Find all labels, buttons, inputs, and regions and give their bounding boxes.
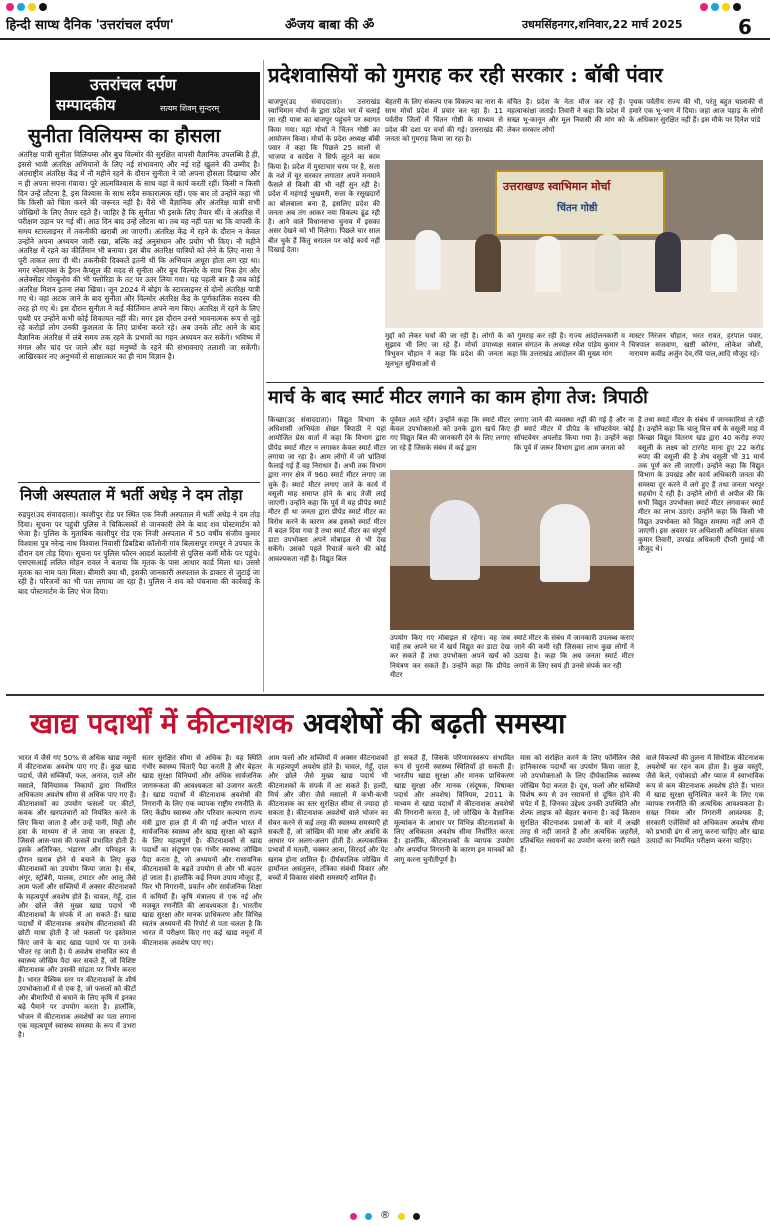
pawar-col2b: मुद्दों को लेकर चर्चा की जा रही है। लोगों के सुझाव भी लिए जा रहे हैं। मोर्चा उपाध्यक्ष त्रिभुवन चौहान ने कहा कि प्रदेश की जनता मूलभूत सुविधाओं से bbox=[385, 332, 503, 368]
pesticide-col2: सतर सुरक्षित सीमा से अधिक है। यह स्थिति गंभीर स्वास्थ्य चिंताएँ पैदा करती है और बेहतर खाद्य सुरक्षा विनियमों और अधिक सार्वजनिक जागरूकता की आवश्यकता को उजागर करती है। खाद्य पदार्थों में कीटनाशक अवशेषों की निगरानी के लिए एक व्यापक राष्ट्रीय रणनीति के लिए केंद्रीय स्वास्थ्य और परिवार कल्याण राज्य मंत्री द्वारा हाल ही में की गई अपील भारत में सार्वजनिक स्वास्थ्य और खाद्य सुरक्षा को बढ़ाने के लिए महत्वपूर्ण है। कीटनाशकों से खाद्य पदार्थों का संदूषण एक गंभीर स्वास्थ्य जोखिम पैदा करता है, जो अध्ययनों और रासायनिक कीटनाशकों के बढ़ते उपयोग से और भी बदतर हो जाता है। हालाँकि कई नियम उपाय मौजूद हैं, फिर भी निगरानी, प्रवर्तन और सार्वजनिक शिक्षा में कमियाँ हैं। कृषि मंत्रालय से एक नई और मजबूत रणनीति की आवश्यकता है। भारतीय खाद्य सुरक्षा और मानक प्राधिकरण और विभिन्न स्वतंत्र अध्ययनों की रिपोर्ट से पता चलता है कि भारत में परीक्षण किए गए कई खाद्य नमूनों में कीटनाशक अवशेष पाए गए। bbox=[142, 754, 262, 947]
meter-col1: किच्छा(उद संवाददाता)। विद्युत विभाग के अधिशासी अभियंता शेखर त्रिपाठी ने यहां आयोजित प्रेस वार्ता में कहा कि विभाग द्वारा प्रीपेड स्मार्ट मीटर न लगाकर केवल स्मार्ट मीटर लगाया जा रहा है। आम लोगों में जो भ्रांतियां फैलाई गई हैं वह निराधार हैं। अभी तक विभाग द्वारा नगर क्षेत्र में 960 स्मार्ट मीटर लगाए जा चुके हैं। स्मार्ट मीटर लगाए जाने के कार्य में वसूली माह समाप्त होने के बाद तेजी लाई जाएगी। उन्होंने कहा कि पूर्व में यह प्रीपेड स्मार्ट मीटर ही था जनता द्वारा प्रीपेड स्मार्ट मीटर का विरोध करने के कारण अब इसको स्मार्ट मीटर में बदल दिया गया है तथा स्मार्ट मीटर का संपूर्ण डाटा उपभोक्ता अपने मोबाइल से भी देख सकेंगे। उसको पहले रिचार्ज करने की कोई आवश्यकता नहीं है। विद्युत बिल bbox=[268, 416, 386, 563]
meter-col2: पूर्ववत आते रहेंगे। उन्होंने कहा कि स्मार्ट मीटर केवल उपभोक्ताओं को उनके द्वारा खर्च किए गए विद्युत बिल की जानकारी देने के लिए लगाए जा रहे हैं जिसके संबंध में कई द्वारा bbox=[390, 416, 510, 452]
color-dot bbox=[711, 3, 719, 11]
headline-part: खाद्य पदार्थों में कीटनाशक bbox=[30, 707, 294, 740]
event-banner bbox=[495, 170, 665, 236]
pesticide-col4: हो सकते हैं, जिसके परिणामस्वरूप संभावित रूप से पुरानी स्वास्थ्य स्थितियाँ हो सकती हैं। भारतीय खाद्य सुरक्षा और मानक प्राधिकरण खाद्य सुरक्षा और मानक (संदूषक, विषाक्त पदार्थ और अवशेष) विनियम, 2011 के माध्यम से खाद्य पदार्थों में कीटनाशक अवशेषों की निगरानी करता है, जो जोखिम के वैज्ञानिक मूल्यांकन के आधार पर विभिन्न कीटनाशकों के लिए अधिकतम अवशेष सीमा निर्धारित करता है। हालाँकि, कीटनाशकों के व्यापक उपयोग और अपर्याप्त निगरानी के कारण इन मानकों को लागू करना चुनौतीपूर्ण है। bbox=[394, 754, 514, 864]
person-figure bbox=[595, 234, 621, 292]
divider bbox=[266, 382, 764, 383]
divider bbox=[18, 482, 260, 483]
color-dot bbox=[17, 3, 25, 11]
person-figure bbox=[655, 232, 681, 292]
pesticide-col6: वाले विकल्पों की तुलना में सिंथेटिक कीटनाशक अवशेषों का रहन कम होता है। कुछ वस्तुएँ, जैसे केले, एवोकाडो और प्याज में स्वाभाविक रूप से कम कीटनाशक अवशेष होते हैं। भारत में खाद्य सुरक्षा सुनिश्चित करने के लिए एक व्यापक रणनीति की अत्यधिक आवश्यकता है। सख्त नियम और निगरानी आवश्यक हैं; सरकारी एजेंसियों को अधिकतम अवशेष सीमा को प्रभावी ढंग से लागू करना चाहिए और खाद्य उत्पादों का नियमित परीक्षण करना चाहिए। bbox=[646, 754, 764, 846]
pawar-col2: बेहतरी के लिए संकल्प एक विकल्प का नारा के साथ मोर्चा प्रदेश में प्रचार कर रहा है। 11 पर्वतीय जिलों में चिंतन गोष्ठी के माध्यम से प्रदेश की दशा पर चर्चा की गई। उत्तराखंड की जनता को गुमराह किया जा रहा है। bbox=[385, 98, 503, 143]
conference-table bbox=[390, 566, 634, 630]
pesticide-headline bbox=[30, 706, 565, 743]
stage-crowd bbox=[385, 240, 763, 328]
color-dots-left bbox=[6, 3, 47, 11]
header-slogan: ॐजय बाबा की ॐ bbox=[285, 18, 375, 33]
color-dot bbox=[28, 3, 36, 11]
editorial-body: अंतरिक्ष यात्री सुनीता विलियम्स और बुच विल्मोर की सुरक्षित वापसी वैज्ञानिक उपलब्धि है ही, इससे भावी अंतरिक्ष अभियानों के लिए नई संभावनाएं और नई राहें खुलने की उम्मीद है। अंतराष्ट्रीय अंतरिक्ष केंद्र में नौ महीने रहने के दौरान सुनीता ने जो अपना हौसला दिखाया और न ही अपना सपना गंवाया। पूरे आत्मविश्वास के साथ वहां वे कार्य करती रहीं। किसी न किसी दिन उन्हें लौटना है, इस विश्वास के साथ सदैव सकारात्मक रहीं। एक बार तो उन्होंने कहा भी कि किसी को चिंता करने की जरूरत नहीं है। वैसे भी वैज्ञानिक और अंतरिक्ष यात्री सभी जोखिमों के लिए तैयार रहते हैं। जाहिर है कि सुनीता भी इसके लिए तैयार थीं। वे अंतरिक्ष में परीक्षण उड़ान पर गई थीं। आठ दिन बाद उन्हें लौटना था। तब यह नहीं पता था कि वापसी के समय स्टारलाइनर में तकनीकी खराबी आ जाएगी। अंतरिक्ष केंद्र में रहने के दौरान न केवल उन्होंने अपना अध्ययन जारी रखा, बल्कि कई अनुसंधान और प्रयोग भी किए। नौ महीने अंतरिक्ष में रहने का कीर्तिमान भी बनाया। इस बीच अंतरिक्ष यात्रियों को लेने के लिए नासा ने पूरी ताकत लगा दी थी। तकनीकी दिक्कतें इतनी थीं कि अभियान अधूरा होता लग रहा था। मगर स्पेसएक्स के ड्रैगन कैप्सूल की मदद से सुनीता और बुच विल्मोर के साथ निक हेग और अलेक्सेंडर गोरबुनोव की भी फ्लोरिडा के तट पर उतर लिया गया। यह पहली बार है जब कोई अंतरिक्ष मिशन इतना लंबा खिंचा। जून 2024 में बोइंग के स्टारलाइनर से दोनों अंतरिक्ष यात्री गए थे। वहां अटक जाने के बाद सुनीता और विल्मोर अंतरिक्ष केंद्र के पूर्णकालिक सदस्य की तरह हो गए थे। इस दौरान सुनीता ने कई कीर्तिमान अपने नाम किए। अंतरिक्ष में रहने के लिए पृथ्वी पर उन्होंने कभी कोई शिकायत नहीं की। मगर इस दौरान उनसे भावनात्मक रूप से जुड़े रहे करोड़ों लोग उनकी कुशलता के लिए प्रार्थना करते रहे। अब उनके लौट आने के बाद वैज्ञानिक अंतरिक्ष में लंबे समय तक रहने के प्रभावों का गहन अध्ययन कर सकेंगे। भविष्य में मंगल और चांद पर जाने और वहां मनुष्यों के रहने की संभावनाएं तलाशी जा सकेंगी। आखिरकार नए अनुभवों से साक्षात्कार का ही नाम विज्ञान है। bbox=[18, 150, 260, 362]
person-figure bbox=[711, 234, 737, 292]
banner-subtitle: चिंतन गोष्ठी bbox=[557, 203, 598, 214]
hospital-headline: निजी अस्पताल में भर्ती अधेड़ ने दम तोड़ा bbox=[20, 486, 243, 504]
meter-col3b: स्मार्ट मीटर के संबंध में जानकारी उपलब्ध कराए जाने की कमी रही जिसका लाभ कुछ लोगों ने उठाया है। कहा कि अब जनता स्मार्ट मीटर लगाने के लिए स्वयं ही उनसे संपर्क कर रही bbox=[514, 634, 634, 670]
person-figure bbox=[475, 234, 501, 292]
color-dot bbox=[733, 3, 741, 11]
pesticide-col1: भारत में जैसे गए 50% से अधिक खाद्य नमूनों में कीटनाशक अवशेष पाए गए हैं। कुछ खाद्य पदार्थ, जैसे सब्जियाँ, फल, अनाज, दालें और मसाले, विनियामक निकायों द्वारा निर्धारित अधिकतम अवशेष सीमा से अधिक पाए गए हैं। कीटनाशकों का उपयोग फसलों पर कीटों, कवक और खरपतवारों को नियंत्रित करने के लिए किया जाता है और उन्हें पानी, मिट्टी और हवा के माध्यम से ले जाया जा सकता है, जिससे आस-पास की फसलें प्रभावित होती हैं। इसके अतिरिक्त, भंडारण और परिवहन के दौरान खराब होने से बचाने के लिए कुछ कीटनाशकों का उपयोग किया जाता है। सेब, अंगूर, स्ट्रॉबेरी, पालक, टमाटर और आलू जैसे आम फलों और सब्जियों में अक्सर कीटनाशकों के महत्वपूर्ण अवशेष होते हैं। चावल, गेहूँ, दाल और छोले जैसे मुख्य खाद्य पदार्थ भी कीटनाशकों के संपर्क में आ सकते हैं। खाद्य पदार्थों में कीटनाशक अवशेष कीटनाशकों की छोटी मात्रा होती है जो फसलों पर इस्तेमाल किए जाने के बाद खाद्य पदार्थ पर या उनके भीतर रह जाती है। ये अवशेष संभावित रूप से स्वास्थ्य जोखिम पैदा कर सकते हैं, जो विशिष्ट कीटनाशक और उसकी सांद्रता पर निर्भर करता है। भारत वैश्विक स्तर पर कीटनाशकों के शीर्ष उपभोक्ताओं में से एक है, जो फसलों को कीटों और बीमारियों से बचाने के लिए कृषि में इनका बढ़े पैमाने पर उपयोग करता है। हालाँकि, भोजन में कीटनाशक अवशेषों का पता लगाना एक महत्वपूर्ण स्वास्थ्य समस्या के रूप में उभरा है। bbox=[18, 754, 136, 1040]
editorial-brand: उत्तरांचल दर्पण bbox=[90, 75, 177, 94]
pawar-col4: पृथक पर्वतीय राज्य की थी, परंतु बहुत चालाकी से हमारे एक भू-भाग में दिया। जहां आज पहाड़ के लोगों के अधिकार सुरक्षित नहीं हैं। इस मौके पर दिनेश पांडे bbox=[629, 98, 763, 125]
pawar-headline: प्रदेशवासियों को गुमराह कर रही सरकार : बॉबी पंवार bbox=[268, 63, 663, 87]
editorial-masthead bbox=[50, 72, 260, 120]
color-dot bbox=[365, 1213, 372, 1220]
color-dot bbox=[398, 1213, 405, 1220]
color-dot bbox=[722, 3, 730, 11]
color-dot bbox=[413, 1213, 420, 1220]
meter-headline: मार्च के बाद स्मार्ट मीटर लगाने का काम होगा तेज: त्रिपाठी bbox=[268, 387, 648, 408]
color-dot bbox=[700, 3, 708, 11]
pawar-event-photo bbox=[385, 160, 763, 328]
pawar-col3: वंचित है। प्रदेश के नेता मौज कर रहे हैं। महत्वाकांक्षा जताई। तिवारी ने कहा कि प्रदेश में सख्त भू-कानून और मूल निवासी की मांग को लेकर सरकार लोगों bbox=[507, 98, 625, 134]
meter-col3: लगाए जाने की व्यवस्था नहीं की गई है और ना ही स्मार्ट मीटर में प्रीपेड के सॉफ्टवेयर कोई सॉफ्टवेयर अपलोड किया गया है। उन्होंने कहा कि पूर्व में जरूर विभाग द्वारा आम जनता को bbox=[514, 416, 634, 452]
meter-col2b: उपयोग किए गए मोबाइल से रहेगा। वह जब चाहें तब अपने घर में खर्च विद्युत का डाटा देख कर सकते हैं तथा उपभोक्ता अपने खर्च को नियंत्रण कर सकते हैं। उन्होंने कहा कि प्रीपेड मीटर bbox=[390, 634, 510, 679]
headline-part: अवशेषों की बढ़ती समस्या bbox=[293, 707, 566, 740]
pesticide-col3: आम फलों और सब्जियों में अक्सर कीटनाशकों के महत्वपूर्ण अवशेष होते हैं। चावल, गेहूँ, दाल और छोले जैसे मुख्य खाद्य पदार्थ भी कीटनाशकों के संपर्क में आ सकते हैं। हल्दी, मिर्च और जीरा जैसे मसालों में कभी-कभी कीटनाशक का स्तर सुरक्षित सीमा से ज्यादा हो सकता है। कीटनाशक अवशेषों वाले भोजन का सेवन करने से कई तरह की स्वास्थ्य समस्याएँ हो सकती हैं, जो जोखिम की मात्रा और अवधि के आधार पर अलग-अलग होती हैं। अल्पकालिक प्रभावों में मतली, चक्कर आना, सिरदर्द और पेट खराब होना शामिल हैं। दीर्घकालिक जोखिम में हार्मोनल असंतुलन, तंत्रिका संबंधी विकार और बच्चों में विकास संबंधी समस्याएँ शामिल हैं। bbox=[268, 754, 388, 883]
header-dateline: उधमसिंहनगर,शनिवार,22 मार्च 2025 bbox=[522, 18, 683, 31]
person-figure bbox=[535, 236, 561, 292]
banner-title: उत्तराखण्ड स्वाभिमान मोर्चा bbox=[503, 180, 611, 193]
press-conference-photo bbox=[390, 470, 634, 630]
newspaper-title: हिन्दी साप्ध दैनिक 'उत्तरांचल दर्पण' bbox=[6, 18, 174, 33]
meter-col4: है तथा स्मार्ट मीटर के संबंध में जानकारियां ले रही है। उन्होंने कहा कि चालू वित्त वर्ष के वसूली माह में किच्छा विद्युत वितरण खंड द्वारा 40 करोड़ रुपए वसूली के लक्ष्य को टारगेट माना हुए 22 करोड़ रुपए की वसूली की है शेष वसूली भी 31 मार्च तक पूर्ण कर ली जाएगी। उन्होंने कहा कि विद्युत विभाग के उपखंड और कार्य अधिकारी जनता की समस्या दूर करने में लगे हुए हैं तथा जनता भरपूर सहयोग दे रही है। उन्होंने लोगों से अपील की कि सभी विद्युत उपभोक्ता स्मार्ट मीटर लगवाकर स्मार्ट मीटर का लाभ उठाएं। उन्होंने कहा कि किसी भी विद्युत उपभोक्ता को विद्युत समस्या नहीं आने दी जाएगी। इस अवसर पर अधिशासी अभियंता संजय कुमार तिवारी, उपखंड अधिकारी दीप्ती गुसांई भी मौजूद थे। bbox=[638, 416, 764, 554]
person-figure bbox=[540, 504, 590, 582]
divider bbox=[6, 694, 764, 696]
hospital-body: रुद्रपुर(उद संवाददाता)। काशीपुर रोड पर स्थित एक निजी अस्पताल में भर्ती अधेड़ ने दम तोड़ दिया। सूचना पर पहुंची पुलिस ने चिकित्सकों से जानकारी लेने के बाद शव पोस्टमार्टम को भेजा है। पुलिस के मुताबिक काशीपुर रोड एक निजी अस्पताल में 50 वर्षीय संजीव कुमार विश्वास पुत्र नरेन्द्र नाथ विश्वास निवासी डिबडिबा कॉलोनी गांव बिलासपुर रामपुर ने उपचार के दौरान दम तोड़ दिया। सूचना पर पुलिस फौरन आदर्श कालोनी से पुलिस कर्मी मौके पर पहुंचे। एसएसआई ललित मोहन रावल ने बताया कि मृतक के पास आधार कार्ड मिला था। उससे मृतक का नाम पता मिला। बीमारी क्या थी, इसकी जानकारी अस्पताल के डाक्टर से जुटाई जा रही है। परिजनों का भी पता लगाया जा रहा है। पुलिस ने शव को पंचनामा की कार्रवाई के बाद पोस्टमार्टम के लिए भेज दिया। bbox=[18, 510, 260, 596]
pawar-col4b: मास्टर निरंजन चौहान, भरत रावत, हरपाल पवार, चित्रपाल सजवाण, खष्टी कोरंगा, लोकेश जोशी, नारायण कवींद्र अर्जुन देव,रवि पाल,आदि मौजूद रहे। bbox=[629, 332, 763, 359]
color-dot bbox=[350, 1213, 357, 1220]
person-figure bbox=[430, 500, 480, 580]
color-dots-right bbox=[700, 3, 741, 11]
registration-mark-icon: ® bbox=[380, 1210, 390, 1222]
pesticide-col5: मास को संरक्षित करने के लिए फॉर्मेलिन जैसे हानिकारक पदार्थों का उपयोग किया जाता है, जो उपभोक्ताओं के लिए दीर्घकालिक स्वास्थ्य जोखिम पैदा करता है। दूध, फलों और सब्जियों विशेष रूप से उन रसायनों से दूषित होने की चपेट में हैं, जिनका उद्देश्य उनकी उपस्थिति और शेल्फ लाइफ को बेहतर बनाना है। कई किसान सुरक्षित कीटनाशक प्रथाओं के बारे में अच्छी तरह से नहीं जानते हैं और अत्यधिक जहरीले, प्रतिबंधित रसायनों का उपयोग करना जारी रखते हैं। bbox=[520, 754, 640, 855]
color-dot bbox=[6, 3, 14, 11]
color-dot bbox=[39, 3, 47, 11]
editorial-tagline: सत्यम शिवम् सुन्दरम् bbox=[160, 104, 220, 113]
page-header bbox=[0, 14, 770, 40]
person-figure bbox=[415, 230, 441, 290]
page-footer bbox=[0, 1206, 770, 1226]
page-number: 6 bbox=[738, 15, 752, 39]
editorial-headline: सुनीता विलियम्स का हौसला bbox=[28, 125, 221, 147]
editorial-section: सम्पादकीय bbox=[56, 96, 116, 114]
pawar-col1: बाजपुर(उद संवाददाता)। उत्तराखंड स्वाभिमान मोर्चा के द्वारा प्रदेश भर में चलाई जा रही यात्रा का बाजपुर पहुंचने पर स्वागत किया गया। यहां मोर्चा ने चिंतन गोष्ठी का आयोजन किया। मोर्चा के प्रदेश अध्यक्ष बॉबी पवार ने कहा कि पिछले 25 सालों से भाजपा व कांग्रेस ने सिर्फ लूटने का काम किया है। प्रदेश में मुस्टाचार चरम पर है, सत्ता के नशे में चूर सरकार लगातार अपने मनमाने फैसले से किसी की भी नहीं सुन रही है। प्रदेश में महंगाई भुखमरी, सत्ता के रसूखदारों का बोलबाला बना है, इसलिए प्रदेश की जनता अब तंग आकर नया विकल्प ढूंढ रही है। आने वाले विधानसभा चुनाव में इसका असर देखने को भी मिलेगा। पिछले चार साल बीत चुके हैं किंतु धरातल पर कोई कार्य नहीं दिखाई देता। bbox=[268, 98, 380, 254]
pawar-col3b: को गुमराह कर रही है। राज्य आंदोलनकारी व सवाल संगठन के अध्यक्ष रमेश पांडेय कुमार ने कहा कि उत्तराखंड आंदोलन की मुख्य मांग bbox=[507, 332, 625, 359]
column-divider bbox=[263, 60, 264, 692]
